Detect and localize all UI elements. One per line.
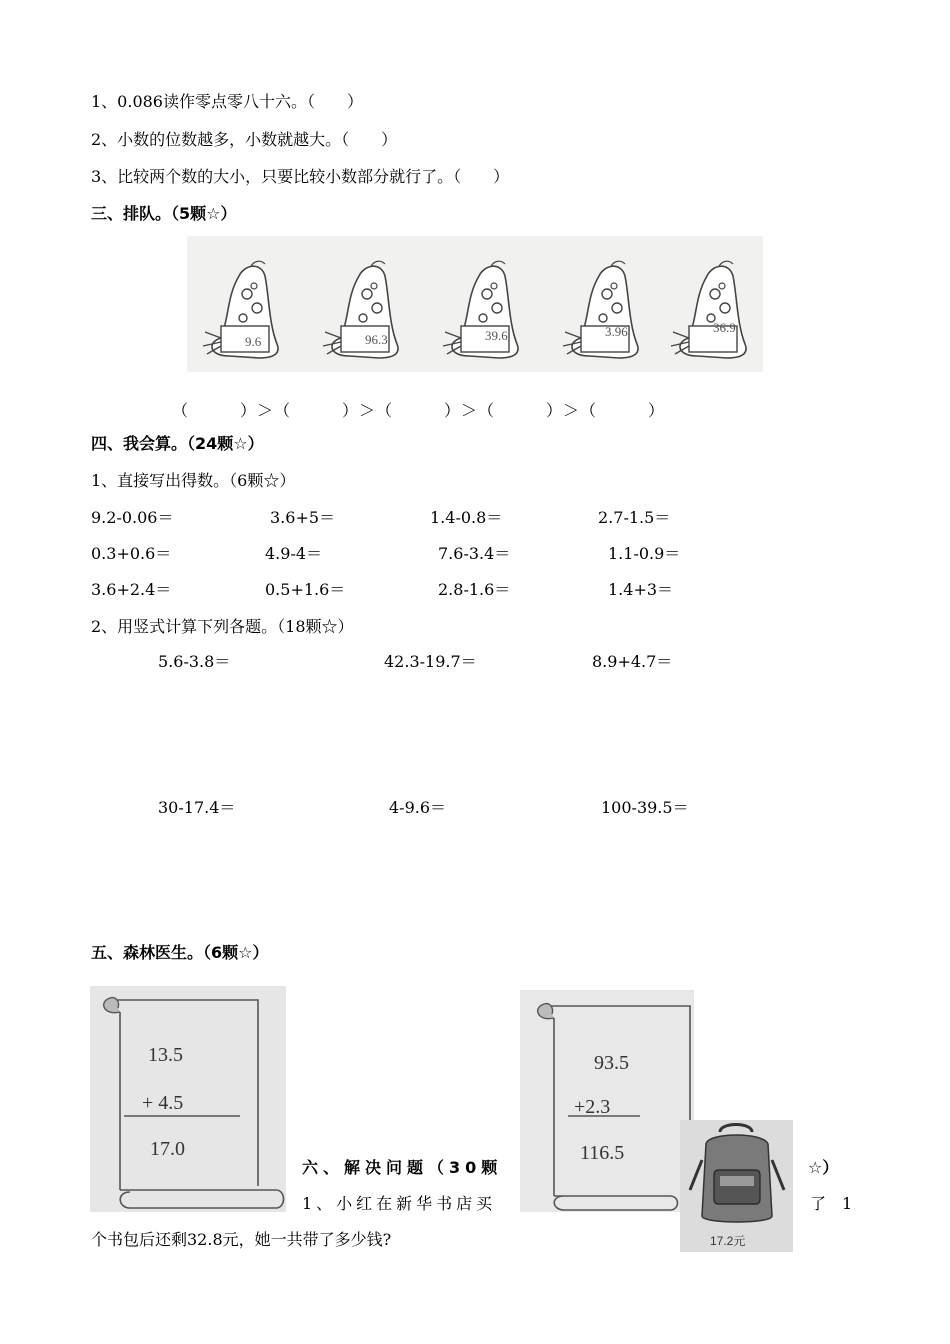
seals-picture <box>187 236 763 372</box>
oral-1-4: 2.7-1.5＝ <box>598 508 671 527</box>
problem1-left: 1、小红在新华书店买 <box>302 1194 497 1213</box>
backpack-price: 17.2元 <box>710 1234 746 1248</box>
scroll-1-addend2: + 4.5 <box>142 1092 184 1114</box>
seal-1 <box>203 261 278 358</box>
seal-4 <box>563 261 638 358</box>
oral-2-4: 1.1-0.9＝ <box>608 544 681 563</box>
judge-q3: 3、比较两个数的大小，只要比较小数部分就行了。（ ） <box>91 167 510 186</box>
seal-5-value: 36.9 <box>713 320 736 335</box>
problem1-line2: 个书包后还剩32.8元，她一共带了多少钱? <box>91 1230 392 1249</box>
vertical-2-3: 100-39.5＝ <box>601 798 689 817</box>
section6-title-left: 六、解决问题（30颗 <box>302 1158 503 1177</box>
seals-svg <box>187 236 763 372</box>
scroll-1-result: 17.0 <box>150 1138 185 1160</box>
vertical-subtitle: 2、用竖式计算下列各题。（18颗☆） <box>91 617 354 636</box>
problem1-right: 了 1 <box>810 1194 853 1213</box>
judge-q2: 2、小数的位数越多，小数就越大。（ ） <box>91 130 398 149</box>
oral-1-2: 3.6+5＝ <box>270 508 336 527</box>
scroll-1-addend1: 13.5 <box>148 1044 183 1066</box>
oral-1-1: 9.2-0.06＝ <box>91 508 174 527</box>
oral-1-3: 1.4-0.8＝ <box>430 508 503 527</box>
oral-3-2: 0.5+1.6＝ <box>265 580 346 599</box>
scroll-1-svg <box>90 986 286 1212</box>
seal-5 <box>671 261 746 358</box>
section3-title: 三、排队。（5颗☆） <box>91 204 237 223</box>
oral-3-4: 1.4+3＝ <box>608 580 674 599</box>
vertical-2-1: 30-17.4＝ <box>158 798 236 817</box>
oral-subtitle: 1、直接写出得数。（6颗☆） <box>91 471 296 490</box>
oral-3-1: 3.6+2.4＝ <box>91 580 172 599</box>
vertical-1-2: 42.3-19.7＝ <box>384 652 477 671</box>
vertical-1-1: 5.6-3.8＝ <box>158 652 231 671</box>
scroll-2-addend2: +2.3 <box>574 1096 611 1118</box>
scroll-2-addend1: 93.5 <box>594 1052 629 1074</box>
seal-3-value: 39.6 <box>485 328 508 343</box>
section5-title: 五、森林医生。（6颗☆） <box>91 943 269 962</box>
scroll-picture-2 <box>520 990 694 1212</box>
seal-4-value: 3.96 <box>605 324 628 339</box>
seal-2-value: 96.3 <box>365 332 388 347</box>
oral-2-3: 7.6-3.4＝ <box>438 544 511 563</box>
scroll-2-result: 116.5 <box>580 1142 625 1164</box>
oral-3-3: 2.8-1.6＝ <box>438 580 511 599</box>
order-answer-line: （ ）＞（ ）＞（ ）＞（ ）＞（ ） <box>172 401 666 420</box>
section6-title-right: ☆） <box>808 1158 839 1177</box>
backpack-picture <box>680 1120 793 1252</box>
scroll-picture-1 <box>90 986 286 1212</box>
oral-2-1: 0.3+0.6＝ <box>91 544 172 563</box>
seal-3 <box>443 261 518 358</box>
vertical-2-2: 4-9.6＝ <box>389 798 447 817</box>
judge-q1: 1、0.086读作零点零八十六。（ ） <box>91 92 363 111</box>
seal-1-value: 9.6 <box>245 334 262 349</box>
vertical-1-3: 8.9+4.7＝ <box>592 652 673 671</box>
section4-title: 四、我会算。（24颗☆） <box>91 434 264 453</box>
oral-2-2: 4.9-4＝ <box>265 544 323 563</box>
